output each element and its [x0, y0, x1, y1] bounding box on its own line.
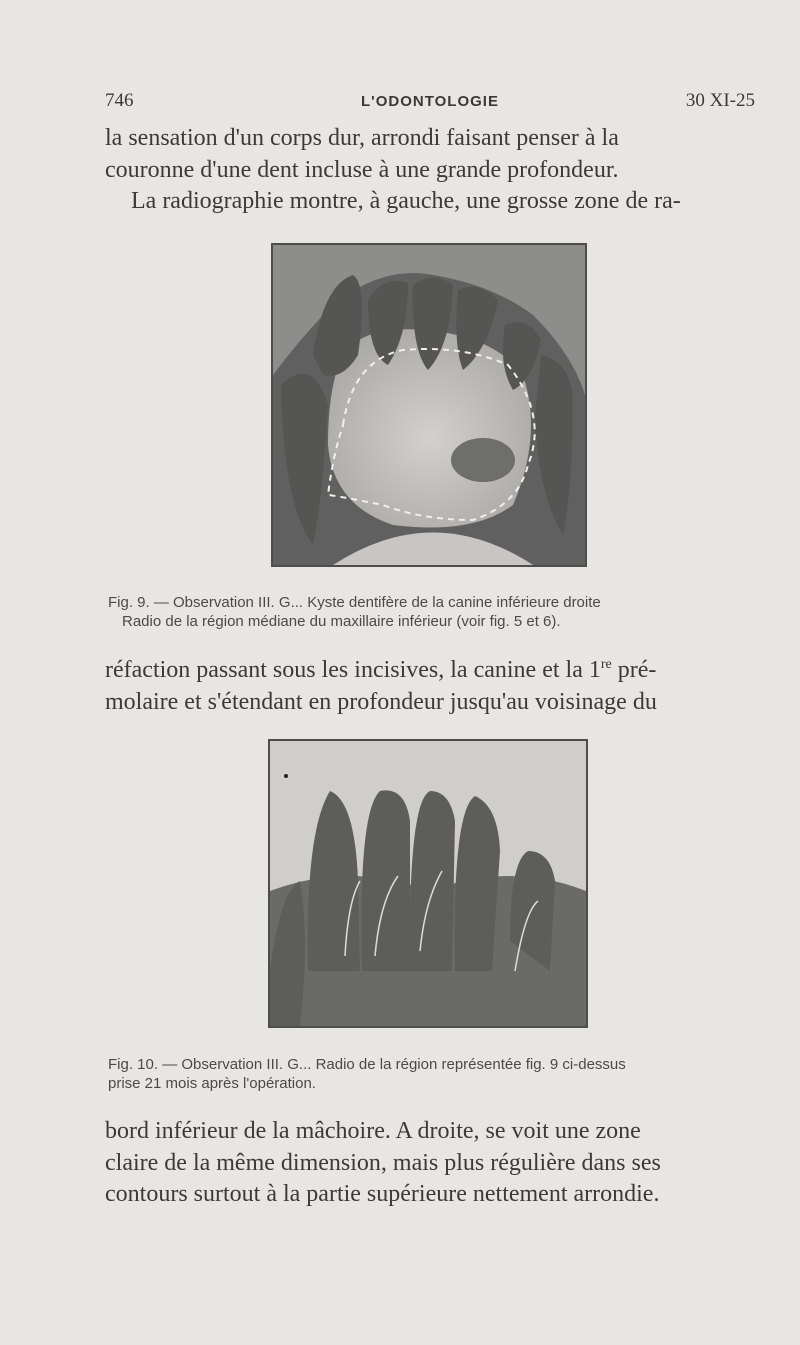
caption-line: Fig. 9. — Observation III. G... Kyste dentifère de la canine inférieure droite [108, 594, 601, 611]
ordinal-superscript: re [600, 657, 612, 672]
paragraph-intro [105, 123, 755, 186]
text-line: molaire et s'étendant en profondeur jusqu'au voisinage du [105, 688, 657, 715]
figure-10-xray [268, 739, 588, 1028]
caption-line: Radio de la région médiane du maxillaire inférieur (voir fig. 5 et 6). [122, 613, 561, 630]
caption-line: prise 21 mois après l'opération. [108, 1075, 316, 1092]
caption-figure-9 [108, 593, 758, 631]
issue-date: 30 XI-25 [685, 90, 755, 111]
caption-figure-10 [108, 1055, 758, 1093]
paragraph-rarefaction [105, 655, 755, 718]
running-header [105, 90, 755, 118]
text-line: contours surtout à la partie supérieure nettement arrondie. [105, 1181, 660, 1207]
text-line: La radiographie montre, à gauche, une grosse zone de ra- [131, 188, 681, 214]
text-line: pré- [611, 657, 657, 683]
journal-title: L'ODONTOLOGIE [361, 93, 499, 110]
text-line: couronne d'une dent incluse à une grande profondeur. [105, 156, 619, 183]
text-line: la sensation d'un corps dur, arrondi faisant penser à la [105, 125, 619, 151]
ordinal-number: 1 [588, 657, 601, 683]
text-line: bord inférieur de la mâchoire. A droite, se voit une zone [105, 1118, 641, 1144]
paragraph-conclusion [105, 1116, 755, 1211]
text-line: claire de la même dimension, mais plus régulière dans ses [105, 1149, 661, 1176]
page-number: 746 [105, 90, 134, 111]
xray-image-fig10 [270, 741, 586, 1026]
caption-line: Fig. 10. — Observation III. G... Radio de la région représentée fig. 9 ci-dessus [108, 1056, 626, 1073]
paragraph-radiography [105, 186, 755, 218]
xray-image-fig9 [273, 245, 585, 565]
figure-9-xray [271, 243, 587, 567]
text-line: réfaction passant sous les incisives, la canine et la [105, 657, 589, 683]
